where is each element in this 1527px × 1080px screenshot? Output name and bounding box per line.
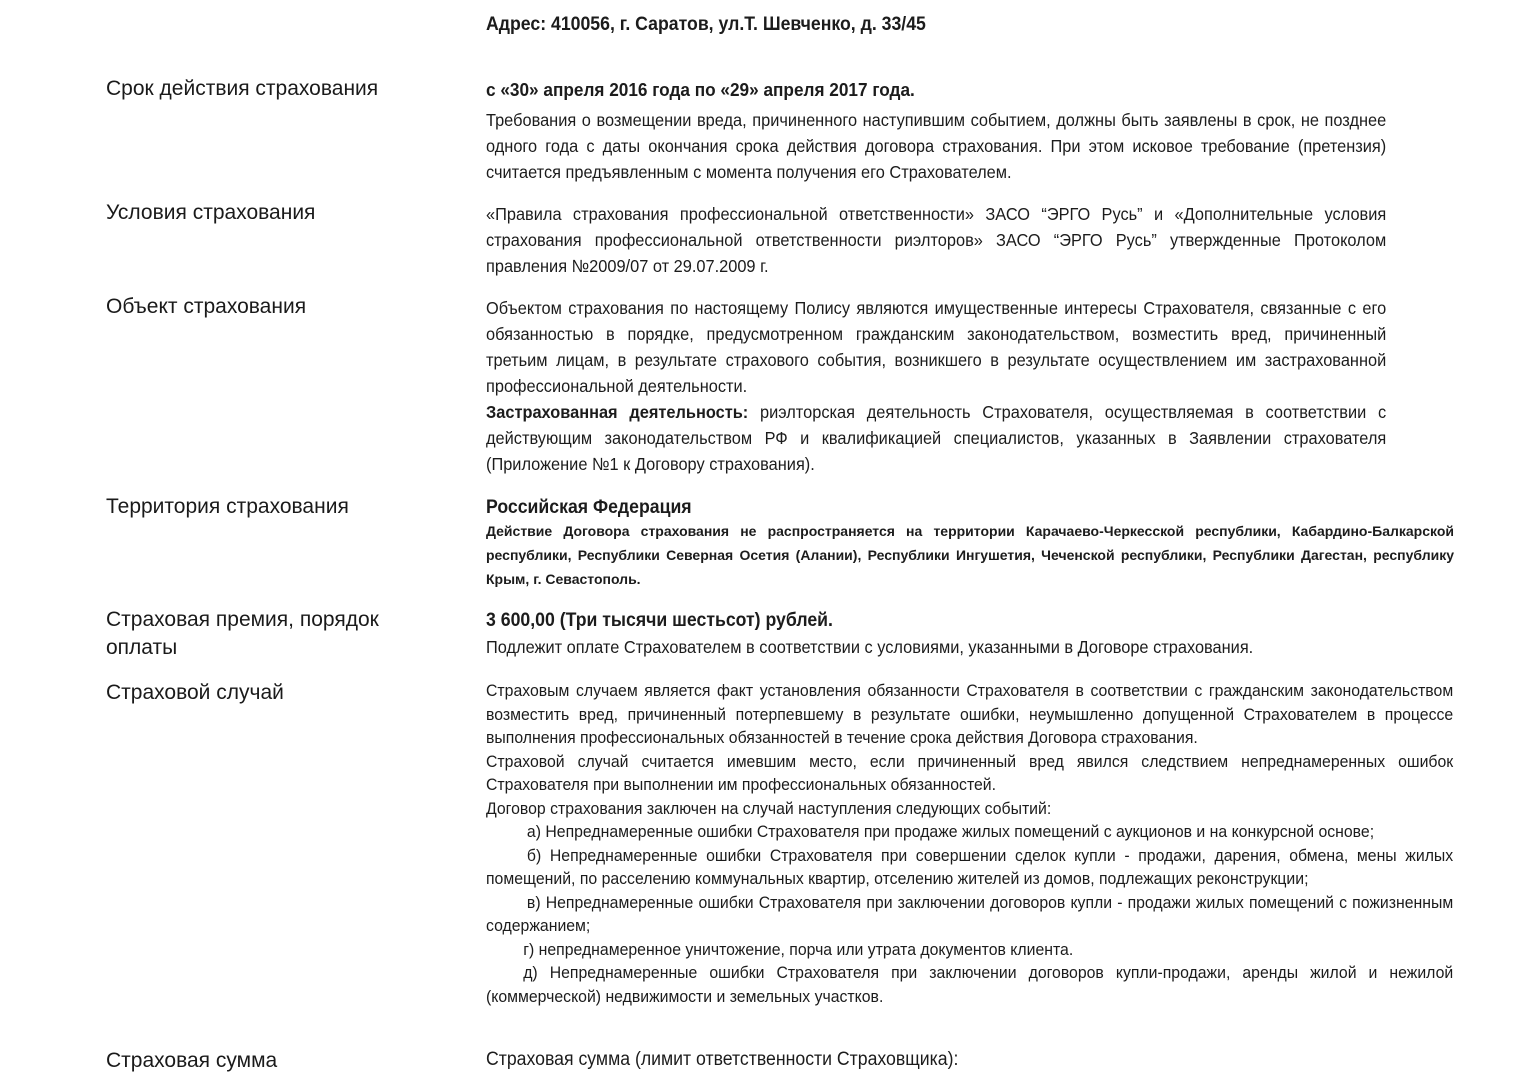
object-label: Объект страхования	[106, 295, 307, 318]
period-text	[486, 107, 1386, 185]
period-dates: с «30» апреля 2016 года по «29» апреля 2017 года.	[486, 79, 915, 100]
premium-text: Подлежит оплате Страхователем в соответствии с условиями, указанными в Договоре страхования.	[486, 637, 1254, 657]
sum-text: Страховая сумма (лимит ответственности Страховщика):	[486, 1049, 959, 1070]
case-p3: Договор страхования заключен на случай наступления следующих событий:	[486, 798, 1052, 818]
case-item-c: в) Непреднамеренные ошибки Страхователя при заключении договоров купли - продажи жилых помещений с пожизненным содержанием;	[486, 892, 1454, 935]
territory-label: Территория страхования	[106, 495, 349, 518]
case-p1: Страховым случаем является факт установления обязанности Страхователя в соответствии с гражданским законодательством возместить вред, причиненный потерпевшему в результате ошибки, неумышленно допущенной Страхователем в процессе выполнения профессиональных обязанностей в течение срока действия Договора страхования.	[486, 681, 1454, 747]
conditions-label: Условия страхования	[106, 201, 316, 224]
case-item-e: д) Непреднамеренные ошибки Страхователя при заключении договоров купли-продажи, аренды жилой и нежилой (коммерческой) недвижимости и земельных участков.	[486, 963, 1454, 1006]
premium-label-line1: Страховая премия, порядок	[106, 608, 379, 631]
case-item-d: г) непреднамеренное уничтожение, порча или утрата документов клиента.	[523, 939, 1074, 959]
object-paragraph: Объектом страхования по настоящему Полису являются имущественные интересы Страхователя, связанные с его обязанностью в порядке, предусмотренном гражданским законодательством, возместить вред, причиненный третьим лицам, в результате страхового события, возникшего в результате осуществлением им застрахованной профессиональной деятельности.	[486, 298, 1387, 396]
insurer-address: Адрес: 410056, г. Саратов, ул.Т. Шевченко, д. 33/45	[486, 14, 926, 35]
case-item-a: а) Непреднамеренные ошибки Страхователя при продаже жилых помещений с аукционов и на конкурсной основе;	[526, 822, 1375, 841]
case-label: Страховой случай	[106, 681, 284, 704]
case-item-b: б) Непреднамеренные ошибки Страхователя при совершении сделок купли - продажи, дарения, обмена, мены жилых помещений, по расселению коммунальных квартир, отселению жителей из домов, подлежащих реконструкции;	[486, 845, 1454, 888]
activity-title: Застрахованная деятельность:	[486, 402, 749, 422]
activity-text: риэлторская деятельность Страхователя, осуществляемая в соответствии с действующим законодательством РФ и квалификацией специалистов, указанных в Заявлении страхователя (Приложение №1 к Договору страхования).	[486, 402, 1387, 474]
case-p2: Страховой случай считается имевшим место, если причиненный вред явился следствием непреднамеренных ошибок Страхователя при выполнении им профессиональных обязанностей.	[486, 751, 1454, 794]
territory-title: Российская Федерация	[486, 497, 692, 518]
territory-text	[486, 519, 1454, 591]
premium-label-line2: оплаты	[106, 636, 178, 659]
period-label: Срок действия страхования	[106, 77, 379, 100]
premium-label	[106, 606, 436, 662]
object-activity	[486, 399, 1386, 477]
period-paragraph: Требования о возмещении вреда, причиненного наступившим событием, должны быть заявлены в срок, не позднее одного года с даты окончания срока действия договора страхования. При этом исковое требование (претензия) считается предъявленным с момента получения его Страхователем.	[486, 110, 1387, 182]
premium-amount: 3 600,00 (Три тысячи шестьсот) рублей.	[486, 610, 833, 631]
conditions-paragraph: «Правила страхования профессиональной ответственности» ЗАСО “ЭРГО Русь” и «Дополнительные условия страхования профессиональной ответственности риэлторов» ЗАСО “ЭРГО Русь” утвержденные Протоколом правления №2009/07 от 29.07.2009 г.	[486, 204, 1387, 276]
case-text	[486, 679, 1453, 1008]
object-text	[486, 295, 1386, 477]
conditions-text	[486, 201, 1386, 279]
territory-paragraph: Действие Договора страхования не распространяется на территории Карачаево-Черкесской республики, Кабардино-Балкарской республики, Республики Северная Осетия (Алании), Республики Ингушетия, Чеченской республики, Республики Дагестан, республику Крым, г. Севастополь.	[486, 523, 1454, 587]
sum-label: Страховая сумма	[106, 1049, 278, 1072]
